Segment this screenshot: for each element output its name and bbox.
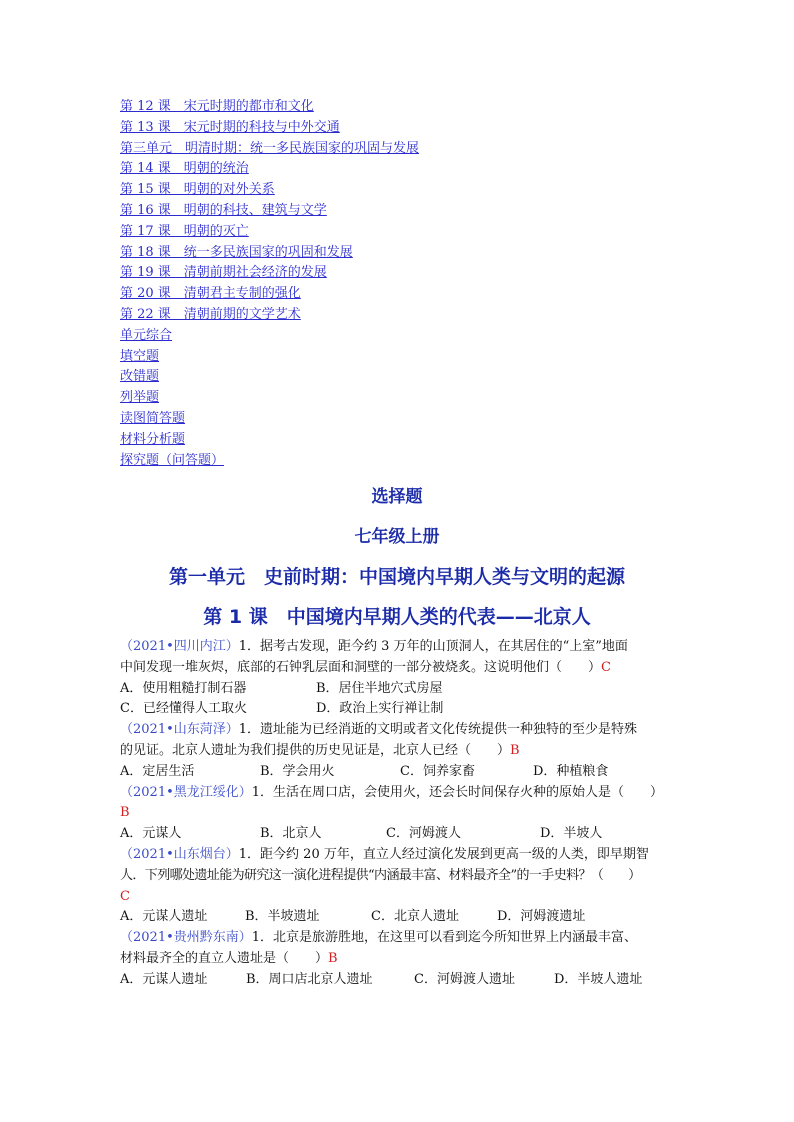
- option-d: D．种植粮食: [533, 763, 609, 779]
- question-line: [120, 866, 680, 887]
- question-line: [120, 928, 680, 949]
- lesson-title: 第 1 课 中国境内早期人类的代表——北京人: [203, 606, 591, 628]
- toc-link[interactable]: 改错题: [120, 369, 160, 385]
- toc-link[interactable]: 第 19 课 清朝前期社会经济的发展: [120, 265, 327, 281]
- toc-link[interactable]: 第 18 课 统一多民族国家的巩固和发展: [120, 244, 353, 260]
- toc-link[interactable]: 单元综合: [120, 327, 173, 343]
- option-b: B．北京人: [260, 826, 322, 842]
- question-source: （2021•贵州黔东南）: [120, 930, 252, 946]
- toc-link[interactable]: 第 16 课 明朝的科技、建筑与文学: [120, 202, 327, 218]
- options-row: [120, 699, 680, 720]
- question-line: [120, 803, 680, 824]
- toc-link[interactable]: 第 12 课 宋元时期的都市和文化: [120, 99, 314, 114]
- answer-mark: B: [510, 742, 520, 758]
- question-source: （2021•山东烟台）: [120, 846, 239, 862]
- option-a: A．定居生活: [120, 763, 195, 779]
- option-c: C．已经懂得人工取火: [120, 701, 247, 717]
- option-a: A．元谋人: [120, 826, 182, 842]
- option-d: D．河姆渡遗址: [497, 909, 586, 925]
- question-list: [120, 637, 680, 991]
- option-b: B．学会用火: [260, 763, 335, 779]
- question-source: （2021•山东菏泽）: [120, 722, 239, 738]
- options-row: [120, 679, 680, 700]
- option-b: B．居住半地穴式房屋: [316, 680, 443, 696]
- option-c: C．饲养家畜: [400, 763, 475, 779]
- answer-mark: C: [601, 659, 611, 675]
- option-b: B．半坡遗址: [245, 909, 320, 925]
- question-text: 1．生活在周口店，会使用火，还会长时间保存火种的原始人是（ ）: [251, 784, 664, 800]
- question-text: 1．遗址能为已经消逝的文明或者文化传统提供一种独特的至少是特殊: [238, 722, 638, 738]
- toc-link[interactable]: 材料分析题: [120, 431, 186, 447]
- question-text: 人．下列哪处遗址能为研究这一演化进程提供“内涵最丰富、材料最齐全”的一手史料？（ ）: [120, 867, 641, 883]
- question-line: [120, 949, 680, 970]
- question-source: （2021•黑龙江绥化）: [120, 784, 252, 800]
- table-of-contents: [120, 97, 419, 471]
- toc-link[interactable]: 读图简答题: [120, 410, 186, 426]
- option-c: C．河姆渡人: [386, 826, 461, 842]
- grade-title: 七年级上册: [354, 527, 440, 547]
- toc-link[interactable]: 探究题（问答题）: [120, 452, 225, 468]
- toc-link[interactable]: 第 22 课 清朝前期的文学艺术: [120, 306, 301, 322]
- answer-mark: B: [120, 805, 130, 821]
- unit-title: 第一单元 史前时期：中国境内早期人类与文明的起源: [168, 566, 625, 588]
- option-b: B．周口店北京人遗址: [246, 971, 373, 987]
- options-row: [120, 824, 680, 845]
- question-text: 1．北京是旅游胜地，在这里可以看到迄今所知世界上内涵最丰富、: [251, 930, 638, 946]
- section-title: 选择题: [371, 487, 423, 507]
- question-line: [120, 887, 680, 908]
- options-row: [120, 907, 680, 928]
- toc-link[interactable]: 第 15 课 明朝的对外关系: [120, 182, 275, 198]
- question-line: [120, 637, 680, 658]
- answer-mark: B: [328, 950, 338, 966]
- option-d: D．政治上实行禅让制: [316, 701, 444, 717]
- question-text: 中间发现一堆灰烬，底部的石钟乳层面和洞壁的一部分被烧炙。这说明他们（ ）: [120, 659, 602, 675]
- option-a: A．元谋人遗址: [120, 971, 208, 987]
- toc-link[interactable]: 列举题: [120, 390, 160, 406]
- toc-link[interactable]: 第 17 课 明朝的灭亡: [120, 223, 249, 239]
- toc-link[interactable]: 第 14 课 明朝的统治: [120, 161, 249, 177]
- option-a: A．元谋人遗址: [120, 909, 208, 925]
- answer-mark: C: [120, 888, 130, 904]
- toc-link[interactable]: 填空题: [120, 348, 160, 364]
- question-text: 材料最齐全的直立人遗址是（ ）: [120, 950, 329, 966]
- option-d: D．半坡人遗址: [554, 971, 643, 987]
- question-text: 的见证。北京人遗址为我们提供的历史见证是，北京人已经（ ）: [120, 742, 511, 758]
- options-row: [120, 762, 680, 783]
- question-source: （2021•四川内江）: [120, 639, 239, 654]
- options-row: [120, 970, 680, 991]
- question-text: 1．据考古发现，距今约 3 万年的山顶洞人，在其居住的“上室”地面: [238, 639, 628, 654]
- option-a: A．使用粗糙打制石器: [120, 680, 247, 696]
- question-line: [120, 845, 680, 866]
- toc-link[interactable]: 第 13 课 宋元时期的科技与中外交通: [120, 119, 340, 135]
- question-line: [120, 658, 680, 679]
- question-text: 1．距今约 20 万年，直立人经过演化发展到更高一级的人类，即早期智: [238, 846, 649, 862]
- toc-link[interactable]: 第三单元 明清时期：统一多民族国家的巩固与发展: [120, 140, 420, 156]
- question-line: [120, 720, 680, 741]
- toc-link[interactable]: 第 20 课 清朝君主专制的强化: [120, 286, 301, 302]
- question-line: [120, 741, 680, 762]
- option-c: C．北京人遗址: [371, 909, 459, 925]
- option-d: D．半坡人: [540, 826, 603, 842]
- question-line: [120, 783, 680, 804]
- option-c: C．河姆渡人遗址: [414, 971, 515, 987]
